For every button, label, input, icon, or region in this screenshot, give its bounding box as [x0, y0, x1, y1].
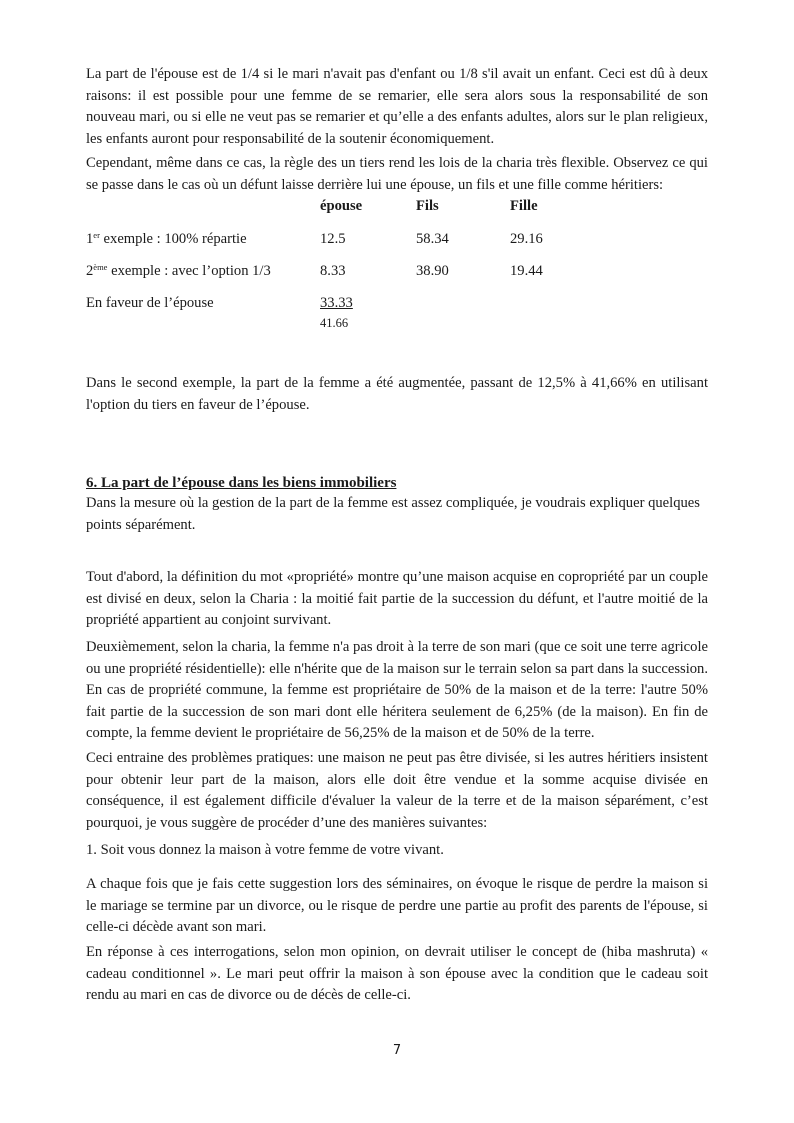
cell-epouse-total: 41.66	[320, 316, 349, 330]
paragraph-property-definition: Tout d'abord, la définition du mot «propriété» montre qu’une maison acquise en copropriété par un couple est divisé en deux, selon la Charia : la moitié fait partie de la succession du défunt, et l'autre moitié de la propriété appartient au conjoint survivant.	[86, 569, 708, 628]
table-row	[86, 261, 626, 283]
cell-epouse: 8.33	[320, 263, 346, 279]
table-row	[86, 293, 626, 315]
section-heading: 6. La part de l’épouse dans les biens immobiliers	[86, 475, 397, 492]
cell-fille: 19.44	[510, 263, 543, 279]
cell-fils: 38.90	[416, 263, 449, 279]
table-header-fille: Fille	[510, 198, 538, 214]
cell-epouse: 12.5	[320, 231, 346, 247]
table-row-total	[86, 313, 626, 335]
paragraph-one-third-rule: Cependant, même dans ce cas, la règle des un tiers rend les lois de la charia très flexible. Observez ce qui se passe dans le cas où un défunt laisse derrière lui une épouse, un fils et une fille comme héritiers:	[86, 155, 708, 193]
paragraph-hiba-mashruta: En réponse à ces interrogations, selon mon opinion, on devrait utiliser le concept de (hiba mashruta) « cadeau conditionnel ». Le mari peut offrir la maison à son épouse avec la condition que le cadeau soit rendu au mari en cas de divorce ou de décès de celle-ci.	[86, 944, 708, 1003]
table-row	[86, 229, 626, 251]
table-header-fils: Fils	[416, 198, 439, 214]
paragraph-land-rights: Deuxièmement, selon la charia, la femme n'a pas droit à la terre de son mari (que ce soit une terre agricole ou une propriété résidentielle): elle n'hérite que de la maison sur le terrain selon sa part dans la succession. En cas de propriété commune, la femme est propriétaire de 50% de la maison et de la terre: l'autre 50% fait partie de la succession de son mari dont elle héritera seulement de 6,25% (de la maison). En fin de compte, la femme devient le propriétaire de 56,25% de la maison et de 50% de la terre.	[86, 639, 708, 741]
paragraph-intro-points: Dans la mesure où la gestion de la part de la femme est assez compliquée, je voudrais expliquer quelques points séparément.	[86, 495, 700, 533]
paragraph-option-one: 1. Soit vous donnez la maison à votre femme de votre vivant.	[86, 842, 444, 858]
table-header-epouse: épouse	[320, 198, 363, 214]
cell-epouse-favor: 33.33	[320, 295, 353, 311]
page-number: 7	[392, 1043, 402, 1058]
paragraph-practical-problems: Ceci entraine des problèmes pratiques: une maison ne peut pas être divisée, si les autres héritiers insistent pour obtenir leur part de la maison, alors elle doit être vendue et la somme acquise divisée en conséquence, il est également difficile d'évaluer la valeur de la terre et de la maison séparément, c’est pourquoi, je vous suggère de procéder d’une des manières suivantes:	[86, 750, 708, 831]
paragraph-seminar-risks: A chaque fois que je fais cette suggestion lors des séminaires, on évoque le risque de perdre la maison si le mariage se termine par un divorce, ou le risque de perdre une partie au profit des parents de l'épouse, si celle-ci décède avant son mari.	[86, 876, 708, 935]
paragraph-wife-share: La part de l'épouse est de 1/4 si le mari n'avait pas d'enfant ou 1/8 s'il avait un enfant. Ceci est dû à deux raisons: il est possible pour une femme de se remarier, elle sera alors sous la responsabilité de son nouveau mari, ou si elle ne veut pas se remarier et qu’elle a des enfants adultes, alors sur le plan religieux, les enfants auront pour responsabilité de la soutenir économiquement.	[86, 66, 708, 147]
paragraph-second-example: Dans le second exemple, la part de la femme a été augmentée, passant de 12,5% à 41,66% en utilisant l'option du tiers en faveur de l’épouse.	[86, 375, 708, 413]
row-label: 1er exemple : 100% répartie	[86, 230, 247, 247]
row-label: En faveur de l’épouse	[86, 295, 214, 311]
row-label: 2ème exemple : avec l’option 1/3	[86, 262, 271, 279]
cell-fils: 58.34	[416, 231, 449, 247]
cell-fille: 29.16	[510, 231, 543, 247]
